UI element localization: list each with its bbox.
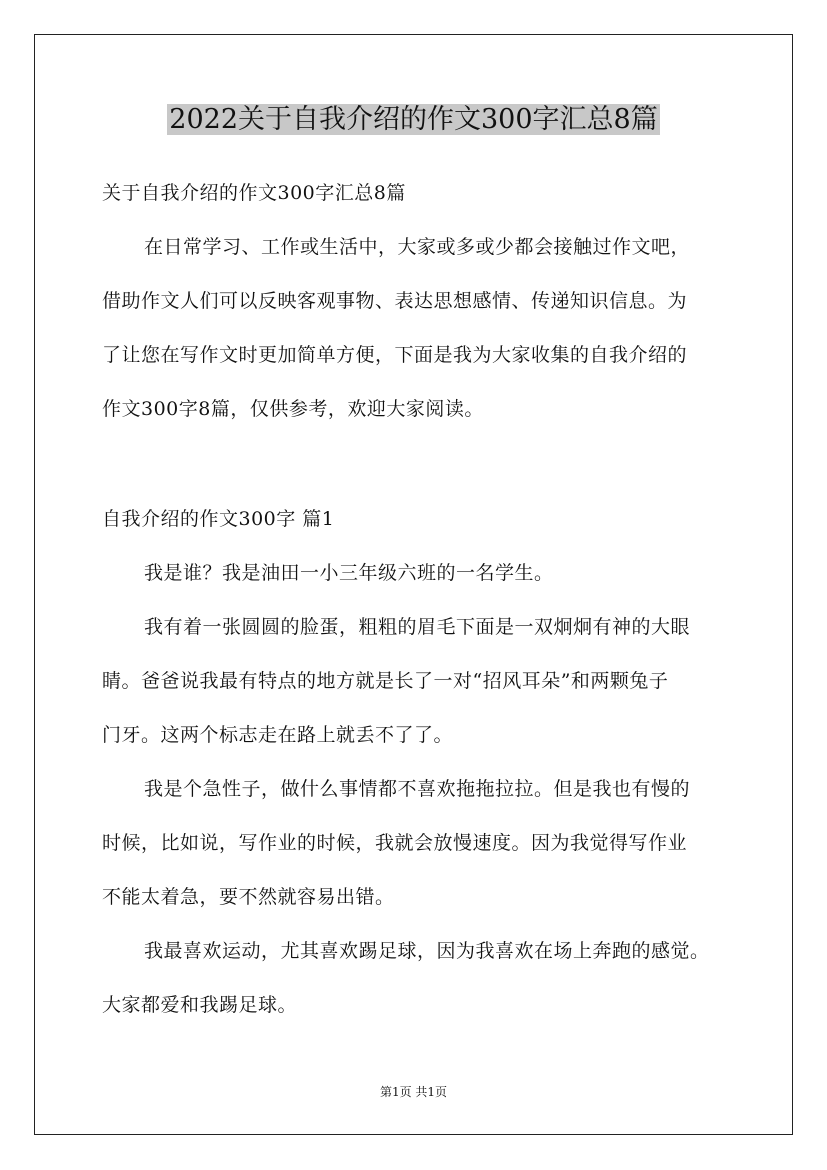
intro-line: 借助作文人们可以反映客观事物、表达思想感情、传递知识信息。为 <box>102 290 688 312</box>
subtitle: 关于自我介绍的作文300字汇总8篇 <box>102 182 406 204</box>
page-footer: 第1页 共1页 <box>379 1085 448 1099</box>
document-title <box>0 98 827 142</box>
intro-line: 作文300字8篇，仅供参考，欢迎大家阅读。 <box>102 398 484 420</box>
paragraph-line: 我是谁？我是油田一小三年级六班的一名学生。 <box>144 562 554 584</box>
intro-line: 在日常学习、工作或生活中，大家或多或少都会接触过作文吧， <box>144 236 691 258</box>
paragraph-line: 我是个急性子，做什么事情都不喜欢拖拖拉拉。但是我也有慢的 <box>144 778 691 800</box>
paragraph-line: 不能太着急，要不然就容易出错。 <box>102 886 395 908</box>
intro-line: 了让您在写作文时更加简单方便，下面是我为大家收集的自我介绍的 <box>102 344 688 366</box>
paragraph-line: 睛。爸爸说我最有特点的地方就是长了一对“招风耳朵”和两颗兔子 <box>102 670 669 692</box>
paragraph-line: 门牙。这两个标志走在路上就丢不了了。 <box>102 724 454 746</box>
section-heading: 自我介绍的作文300字 篇1 <box>102 508 335 530</box>
paragraph-line: 时候，比如说，写作业的时候，我就会放慢速度。因为我觉得写作业 <box>102 832 688 854</box>
document-title-text: 2022关于自我介绍的作文300字汇总8篇 <box>169 104 658 135</box>
paragraph-line: 大家都爱和我踢足球。 <box>102 994 298 1016</box>
paragraph-line: 我最喜欢运动，尤其喜欢踢足球，因为我喜欢在场上奔跑的感觉。 <box>144 940 710 962</box>
paragraph-line: 我有着一张圆圆的脸蛋，粗粗的眉毛下面是一双炯炯有神的大眼 <box>144 616 691 638</box>
